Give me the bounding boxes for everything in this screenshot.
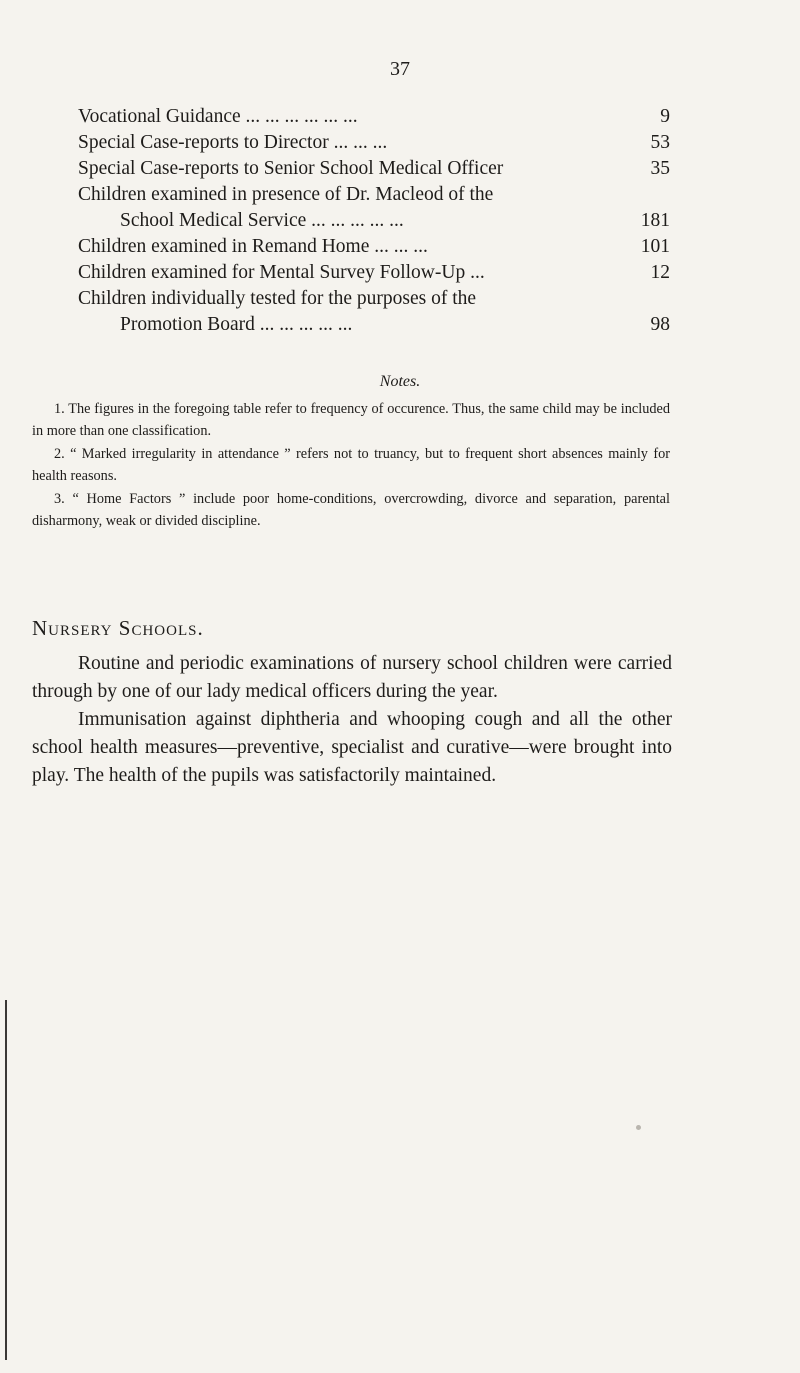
row-label: Special Case-reports to Senior School Medical Officer xyxy=(78,158,504,179)
row-value: 98 xyxy=(650,314,670,335)
row-label: Vocational Guidance ... ... ... ... ... ... xyxy=(78,106,358,127)
table-row xyxy=(78,104,670,130)
row-label: Special Case-reports to Director ... ... ... xyxy=(78,132,388,153)
row-value: 9 xyxy=(660,106,670,127)
note-item: 2. “ Marked irregularity in attendance ” refers not to truancy, but to frequent short absences mainly for health reasons. xyxy=(32,446,670,484)
table-row xyxy=(78,182,670,208)
table-row xyxy=(78,130,670,156)
statistics-table xyxy=(78,104,670,338)
row-label: Children examined for Mental Survey Follow-Up ... xyxy=(78,262,485,283)
section-body xyxy=(32,650,672,790)
row-label: Children examined in presence of Dr. Macleod of the xyxy=(78,184,494,205)
row-label: Children individually tested for the purposes of the xyxy=(78,288,477,309)
notes-title: Notes. xyxy=(379,373,421,390)
row-value: 181 xyxy=(640,210,670,231)
paper-speck xyxy=(636,1125,641,1130)
paragraph: Immunisation against diphtheria and whooping cough and all the other school health measures—preventive, specialist and curative—were brought into play. The health of the pupils was satisfactorily maintained. xyxy=(32,709,672,786)
page-number: 37 xyxy=(390,58,410,80)
table-row xyxy=(78,312,670,338)
table-row xyxy=(78,260,670,286)
table-row xyxy=(78,156,670,182)
section-heading: Nursery Schools. xyxy=(32,616,204,640)
row-value: 53 xyxy=(650,132,670,153)
row-value: 35 xyxy=(650,158,670,179)
paragraph: Routine and periodic examinations of nursery school children were carried through by one of our lady medical officers during the year. xyxy=(32,653,672,702)
row-label: Children examined in Remand Home ... ... ... xyxy=(78,236,428,257)
table-row xyxy=(78,234,670,260)
note-item: 3. “ Home Factors ” include poor home-conditions, overcrowding, divorce and separation, parental disharmony, weak or divided discipline. xyxy=(32,491,670,529)
row-value: 101 xyxy=(640,236,670,257)
page-edge-shadow xyxy=(5,1000,7,1360)
row-label: Promotion Board ... ... ... ... ... xyxy=(120,314,353,335)
notes-list xyxy=(32,398,670,533)
row-label: School Medical Service ... ... ... ... ... xyxy=(120,210,404,231)
note-item: 1. The figures in the foregoing table refer to frequency of occurence. Thus, the same child may be included in more than one classification. xyxy=(32,401,670,439)
table-row xyxy=(78,286,670,312)
row-value: 12 xyxy=(650,262,670,283)
table-row xyxy=(78,208,670,234)
